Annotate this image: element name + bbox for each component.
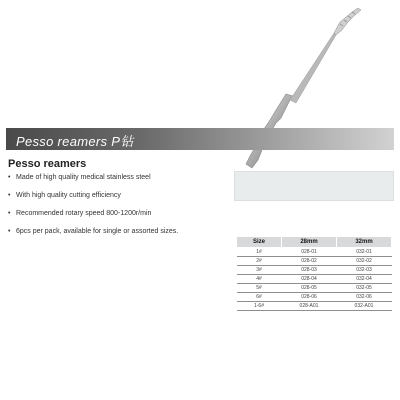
code-28mm-cell: 028-05 [282, 284, 337, 293]
code-32mm-cell: 032-06 [337, 293, 392, 302]
code-28mm-cell: 028-04 [282, 275, 337, 284]
feature-text: Recommended rotary speed 800-1200r/min [16, 210, 152, 217]
code-28mm-cell: 028-03 [282, 266, 337, 275]
feature-text: With high quality cutting efficiency [16, 192, 121, 199]
code-28mm-cell: 028-06 [282, 293, 337, 302]
size-cell: 4# [237, 275, 282, 284]
code-28mm-cell: 028-A01 [282, 302, 337, 311]
list-item [8, 174, 178, 182]
table-row [237, 257, 392, 266]
code-32mm-cell: 032-02 [337, 257, 392, 266]
table-row [237, 302, 392, 311]
code-32mm-cell: 032-05 [337, 284, 392, 293]
table-header-row [237, 237, 392, 248]
table-row [237, 266, 392, 275]
column-header-28mm: 28mm [282, 237, 337, 248]
code-32mm-cell: 032-03 [337, 266, 392, 275]
title-banner [6, 128, 394, 150]
code-28mm-cell: 028-01 [282, 248, 337, 257]
table-row [237, 275, 392, 284]
feature-list [8, 174, 178, 246]
size-cell: 1# [237, 248, 282, 257]
table-row [237, 248, 392, 257]
bullet-dot-icon: • [8, 174, 11, 181]
gray-panel [234, 171, 394, 201]
column-header-32mm: 32mm [337, 237, 392, 248]
bullet-dot-icon: • [8, 228, 11, 235]
feature-text: Made of high quality medical stainless steel [16, 174, 151, 181]
size-cell: 5# [237, 284, 282, 293]
code-32mm-cell: 032-01 [337, 248, 392, 257]
list-item [8, 210, 178, 218]
feature-text: 6pcs per pack, available for single or assorted sizes. [16, 228, 179, 235]
size-table [236, 236, 392, 311]
bullet-dot-icon: • [8, 192, 11, 199]
code-28mm-cell: 028-02 [282, 257, 337, 266]
code-32mm-cell: 032-04 [337, 275, 392, 284]
bullet-dot-icon: • [8, 210, 11, 217]
size-cell: 1-6# [237, 302, 282, 311]
size-cell: 3# [237, 266, 282, 275]
list-item [8, 192, 178, 200]
list-item [8, 228, 178, 236]
table-row [237, 284, 392, 293]
code-32mm-cell: 032-A01 [337, 302, 392, 311]
column-header-size: Size [237, 237, 282, 248]
size-cell: 6# [237, 293, 282, 302]
size-cell: 2# [237, 257, 282, 266]
banner-title: Pesso reamers P钻 [16, 134, 134, 149]
table-row [237, 293, 392, 302]
section-heading: Pesso reamers [8, 158, 87, 170]
